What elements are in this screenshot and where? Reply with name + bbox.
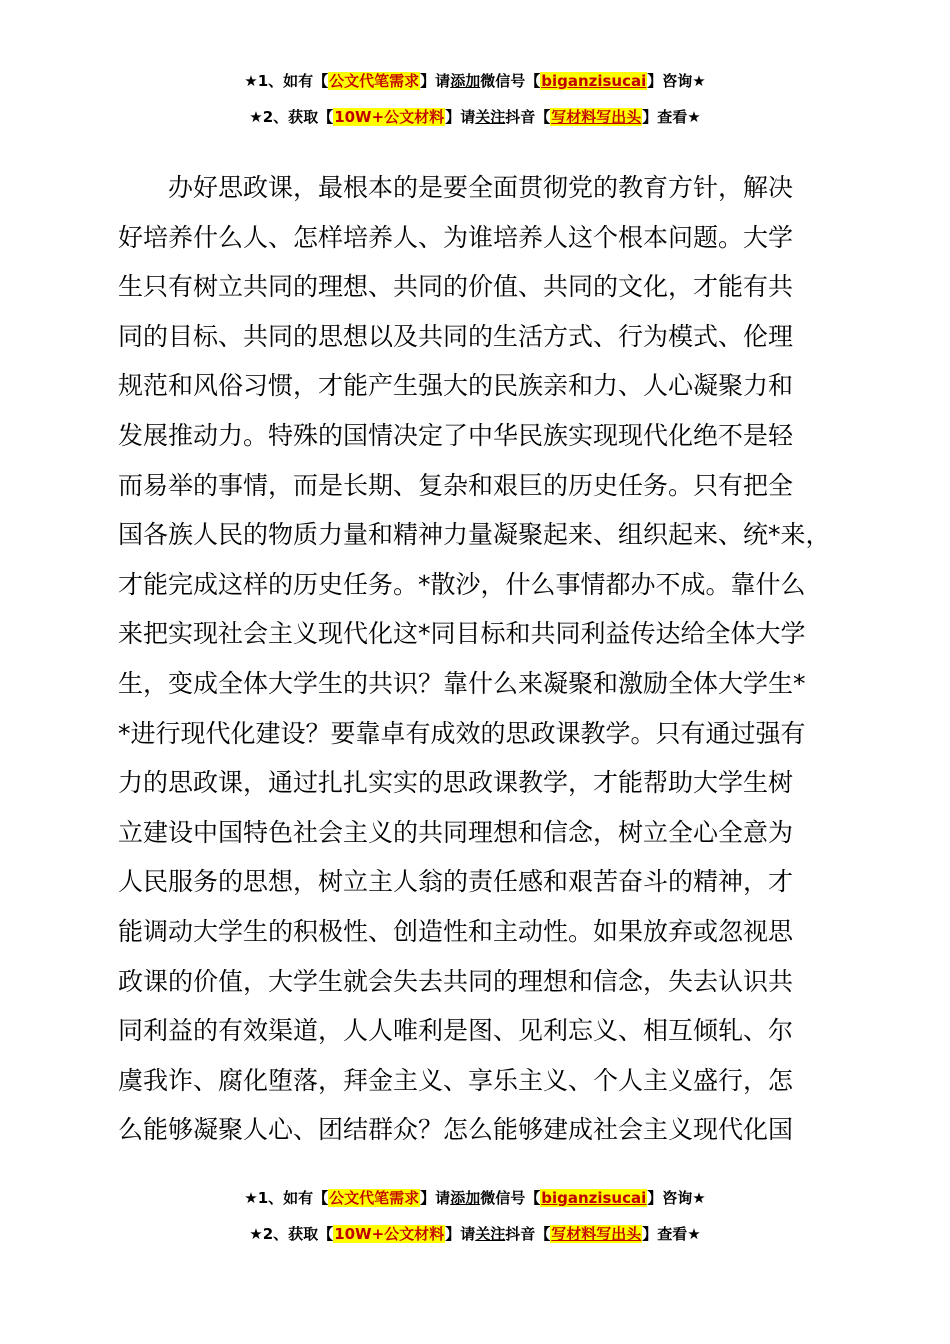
banner-text: 】请: [420, 72, 451, 90]
highlight-wechat-id: biganzisucai: [541, 72, 647, 90]
banner-line-2: [0, 1216, 950, 1252]
highlight-materials: 10W+公文材料: [334, 108, 445, 126]
paragraph-line: *进行现代化建设？要靠卓有成效的思政课教学。只有通过强有: [118, 718, 806, 748]
banner-line-1: [0, 1180, 950, 1216]
banner-text: ★1、如有【: [244, 1189, 329, 1207]
paragraph-line: 政课的价值，大学生就会失去共同的理想和信念，失去认识共: [118, 966, 794, 996]
paragraph-line: 同的目标、共同的思想以及共同的生活方式、行为模式、伦理: [118, 321, 794, 351]
banner-text: 】请: [445, 1225, 476, 1243]
paragraph-line: 而易举的事情，而是长期、复杂和艰巨的历史任务。只有把全: [118, 470, 794, 500]
paragraph-line: 国各族人民的物质力量和精神力量凝聚起来、组织起来、统*来，: [118, 520, 831, 550]
paragraph-line: 生只有树立共同的理想、共同的价值、共同的文化，才能有共: [118, 272, 794, 302]
banner-text: ★2、获取【: [249, 108, 334, 126]
underlined-action: 添加: [450, 1189, 481, 1207]
paragraph-line: 虞我诈、腐化堕落，拜金主义、享乐主义、个人主义盛行，怎: [118, 1065, 794, 1095]
highlight-materials: 10W+公文材料: [334, 1225, 445, 1243]
banner-text: 】请: [420, 1189, 451, 1207]
banner-text: 】咨询★: [647, 72, 706, 90]
banner-text: 抖音【: [505, 1225, 551, 1243]
banner-text: 微信号【: [480, 72, 541, 90]
paragraph-line: 同利益的有效渠道，人人唯利是图、见利忘义、相互倾轧、尔: [118, 1016, 794, 1046]
underlined-action: 关注: [475, 1225, 506, 1243]
highlight-service: 公文代笔需求: [329, 72, 420, 90]
paragraph-line: 来把实现社会主义现代化这*同目标和共同利益传达给全体大学: [118, 619, 806, 649]
body-paragraph: [118, 163, 848, 1155]
highlight-douyin-account: 写材料写出头: [551, 108, 642, 126]
banner-text: 微信号【: [480, 1189, 541, 1207]
banner-text: 】查看★: [642, 1225, 701, 1243]
highlight-service: 公文代笔需求: [329, 1189, 420, 1207]
paragraph-line: 办好思政课，最根本的是要全面贯彻党的教育方针，解决: [118, 173, 794, 202]
banner-text: ★2、获取【: [249, 1225, 334, 1243]
paragraph-line: 才能完成这样的历史任务。*散沙，什么事情都办不成。靠什么: [118, 569, 806, 599]
banner-line-1: [0, 63, 950, 99]
banner-text: 】咨询★: [647, 1189, 706, 1207]
paragraph-line: 么能够凝聚人心、团结群众？怎么能够建成社会主义现代化国: [118, 1115, 794, 1145]
banner-text: 】查看★: [642, 108, 701, 126]
underlined-action: 关注: [475, 108, 506, 126]
paragraph-line: 立建设中国特色社会主义的共同理想和信念，树立全心全意为: [118, 817, 794, 847]
underlined-action: 添加: [450, 72, 481, 90]
paragraph-line: 人民服务的思想，树立主人翁的责任感和艰苦奋斗的精神，才: [118, 867, 794, 897]
highlight-wechat-id: biganzisucai: [541, 1189, 647, 1207]
banner-text: ★1、如有【: [244, 72, 329, 90]
banner-text: 】请: [445, 108, 476, 126]
paragraph-line: 规范和风俗习惯，才能产生强大的民族亲和力、人心凝聚力和: [118, 371, 794, 401]
banner-line-2: [0, 99, 950, 135]
footer-banner: [0, 1180, 950, 1252]
highlight-douyin-account: 写材料写出头: [551, 1225, 642, 1243]
paragraph-line: 生，变成全体大学生的共识？靠什么来凝聚和激励全体大学生*: [118, 668, 806, 698]
banner-text: 抖音【: [505, 108, 551, 126]
header-banner: [0, 63, 950, 135]
paragraph-line: 力的思政课，通过扎扎实实的思政课教学，才能帮助大学生树: [118, 768, 794, 798]
paragraph-line: 能调动大学生的积极性、创造性和主动性。如果放弃或忽视思: [118, 916, 794, 946]
paragraph-line: 发展推动力。特殊的国情决定了中华民族实现现代化绝不是轻: [118, 420, 794, 450]
paragraph-line: 好培养什么人、怎样培养人、为谁培养人这个根本问题。大学: [118, 222, 794, 252]
